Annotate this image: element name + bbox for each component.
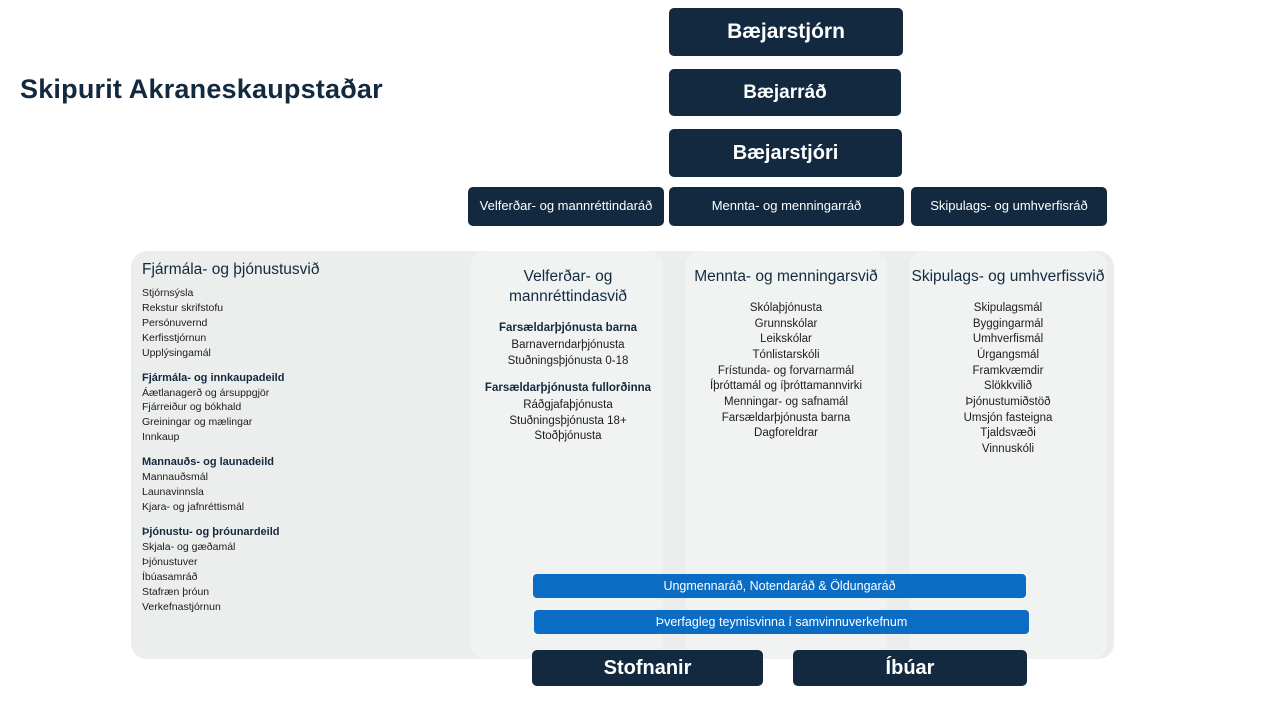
list-item: Frístunda- og forvarnarmál [717, 364, 855, 377]
list-item: Framkvæmdir [972, 364, 1044, 377]
list-item: Launavinnsla [142, 486, 204, 499]
list-item: Leikskólar [760, 333, 812, 346]
group-farsaeld-fullordinna [473, 381, 663, 445]
list-item: Greiningar og mælingar [142, 416, 253, 429]
node-baejarstjori[interactable] [669, 129, 902, 177]
node-council-skipulags[interactable] [911, 187, 1107, 226]
node-council-skipulags-label: Skipulags- og umhverfisráð [930, 198, 1088, 214]
list-item: Farsældarþjónusta barna [721, 411, 851, 424]
list-item: Þjónustuver [142, 555, 198, 568]
list-item: Fjárreiður og bókhald [142, 401, 242, 414]
column-menntasvid [687, 267, 885, 454]
list-item: Vinnuskóli [981, 442, 1035, 455]
list-item: Innkaup [142, 431, 180, 444]
list-item: Áætlanagerð og ársuppgjör [142, 386, 270, 399]
group-farsaeld-barna [473, 321, 663, 369]
list-item: Stjórnsýsla [142, 287, 194, 299]
list-item: Íþróttamál og íþróttamannvirki [709, 380, 863, 393]
list-item: Dagforeldrar [754, 427, 818, 440]
group-thjonustudeild [142, 526, 462, 615]
group-heading: Farsældarþjónusta barna [498, 322, 638, 335]
node-council-velferdar-label: Velferðar- og mannréttindaráð [479, 198, 653, 214]
list-item: Kerfisstjórnun [142, 331, 207, 344]
column-fjarmalasvid-title: Fjármála- og þjónustusvið [142, 261, 320, 278]
node-stofnanir[interactable] [532, 650, 763, 686]
list-item: Stuðningsþjónusta 18+ [509, 414, 627, 427]
list-item: Mannauðsmál [142, 471, 208, 484]
banner-teymisvinna-label: Þverfagleg teymisvinna í samvinnuverkefnum [655, 615, 908, 629]
list-item: Þjónustumiðstöð [965, 395, 1051, 408]
group-mannaudsdeild [142, 456, 462, 515]
list-item: Úrgangsmál [977, 349, 1039, 362]
node-baejarrad-label: Bæjarráð [743, 81, 827, 103]
column-fjarmalasvid [142, 261, 462, 625]
list-item: Rekstur skrifstofu [142, 301, 224, 314]
list-item: Skipulagsmál [973, 302, 1043, 315]
node-baejarrad[interactable] [669, 69, 901, 116]
banner-teymisvinna[interactable] [534, 610, 1029, 634]
list-item: Stoðþjónusta [534, 430, 602, 443]
list-item: Tjaldsvæði [980, 427, 1036, 440]
list-item: Verkefnastjórnun [142, 600, 221, 613]
group-heading: Þjónustu- og þróunardeild [142, 525, 280, 538]
node-baejarstjorn[interactable] [669, 8, 903, 56]
list-item: Byggingarmál [972, 317, 1044, 330]
column-menntasvid-title: Mennta- og menningarsvið [694, 268, 878, 285]
group-heading: Fjármála- og innkaupadeild [142, 371, 285, 384]
list-item: Umhverfismál [972, 333, 1044, 346]
list-item: Stuðningsþjónusta 0-18 [507, 354, 629, 367]
list-item: Menningar- og safnamál [723, 395, 848, 408]
list-item: Persónuvernd [142, 316, 208, 329]
list-item: Barnaverndarþjónusta [511, 339, 625, 351]
list-item: Umsjón fasteigna [963, 411, 1053, 424]
column-velferdarsvid-title: Velferðar- og mannréttindasvið [508, 268, 628, 306]
node-council-mennta[interactable] [669, 187, 904, 226]
node-council-mennta-label: Mennta- og menningarráð [711, 198, 862, 214]
node-ibuar[interactable] [793, 650, 1027, 686]
node-council-velferdar[interactable] [468, 187, 664, 226]
node-ibuar-label: Íbúar [885, 656, 935, 679]
node-baejarstjorn-label: Bæjarstjórn [727, 19, 845, 43]
column-velferdarsvid [473, 267, 663, 457]
list-item: Grunnskólar [754, 317, 818, 330]
group-heading: Farsældarþjónusta fullorðinna [484, 382, 652, 395]
list-item: Ráðgjafaþjónusta [523, 398, 613, 411]
group-fjarmala-innkaupadeild [142, 372, 462, 446]
node-baejarstjori-label: Bæjarstjóri [732, 141, 839, 164]
list-item: Upplýsingamál [142, 346, 211, 359]
group-skipulag-items [911, 301, 1105, 457]
list-item: Kjara- og jafnréttismál [142, 500, 245, 513]
column-skipulagssvid [911, 267, 1105, 469]
group-heading: Mannauðs- og launadeild [142, 456, 275, 469]
list-item: Skjala- og gæðamál [142, 540, 236, 553]
list-item: Íbúasamráð [142, 570, 198, 583]
list-item: Slökkvilið [984, 380, 1032, 393]
page-title: Skipurit Akraneskaupstaðar [20, 74, 383, 104]
column-skipulagssvid-title: Skipulags- og umhverfissvið [911, 268, 1105, 285]
node-stofnanir-label: Stofnanir [603, 656, 692, 679]
banner-ungmennarad-label: Ungmennaráð, Notendaráð & Öldungaráð [663, 579, 896, 593]
list-item: Tónlistarskóli [752, 349, 820, 362]
group-stjornsysla [142, 286, 462, 361]
list-item: Stafræn þróun [142, 585, 210, 598]
list-item: Skólaþjónusta [749, 302, 823, 315]
banner-ungmennarad[interactable] [533, 574, 1026, 598]
group-mennta-items [687, 301, 885, 442]
